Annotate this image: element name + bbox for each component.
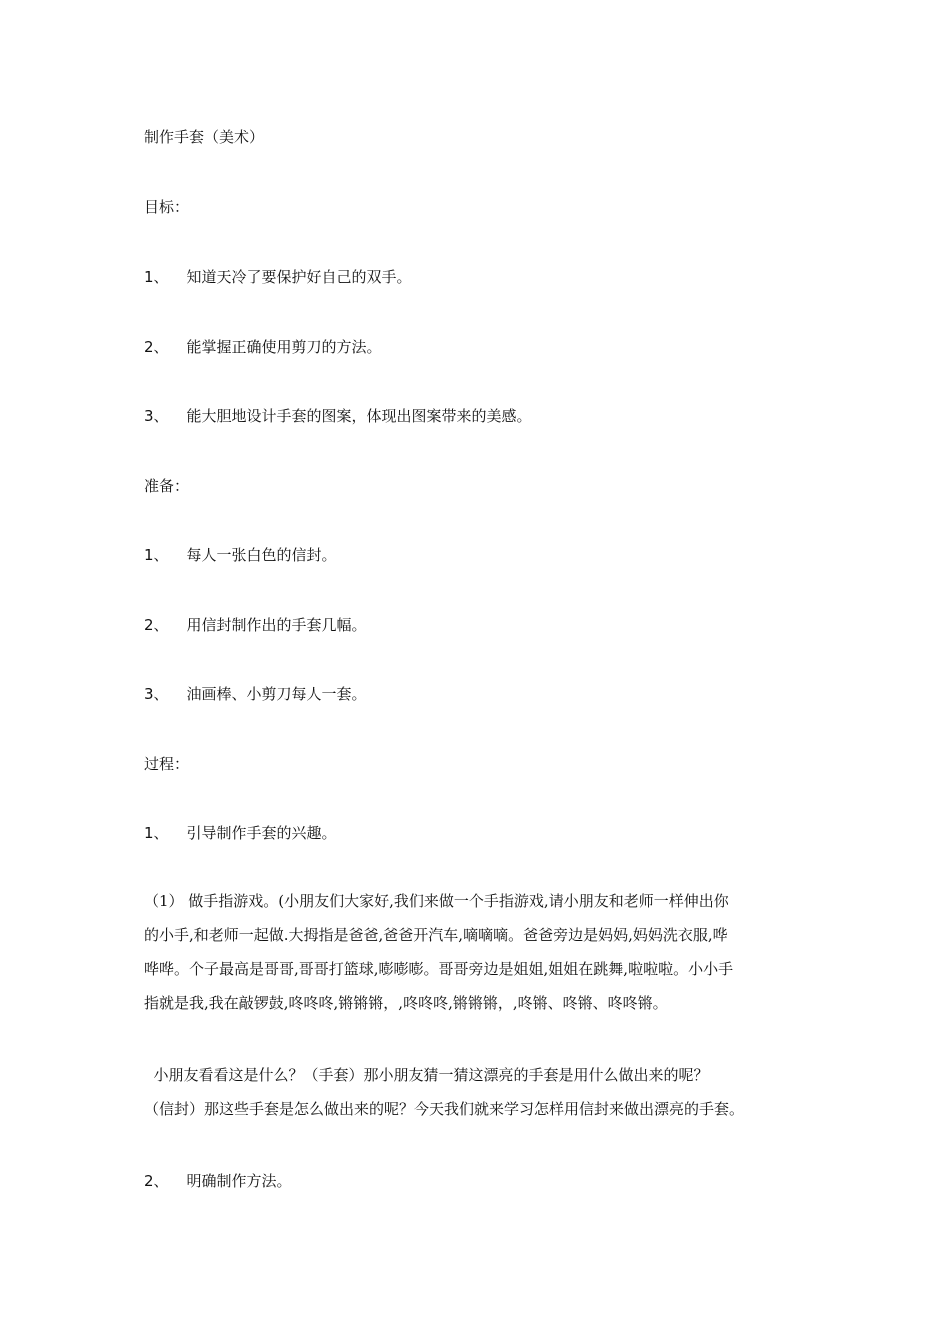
- step-number: 1、: [144, 824, 169, 842]
- paragraph-line: 指就是我,我在敲锣鼓,咚咚咚,锵锵锵，,咚咚咚,锵锵锵，,咚锵、咚锵、咚咚锵。: [144, 994, 668, 1012]
- prep-heading: 准备：: [144, 477, 190, 495]
- process-step: [144, 1171, 292, 1191]
- step-text: 引导制作手套的兴趣。: [186, 824, 337, 842]
- goal-text: 能大胆地设计手套的图案，体现出图案带来的美感。: [186, 407, 532, 425]
- paragraph-line: 的小手,和老师一起做.大拇指是爸爸,爸爸开汽车,嘀嘀嘀。爸爸旁边是妈妈,妈妈洗衣服,哗: [144, 926, 728, 944]
- step-number: 2、: [144, 1172, 169, 1190]
- paragraph-line: 小朋友看看这是什么？（手套）那小朋友猜一猜这漂亮的手套是用什么做出来的呢？: [144, 1066, 709, 1084]
- goal-text: 能掌握正确使用剪刀的方法。: [186, 338, 382, 356]
- goal-item: [144, 337, 382, 357]
- prep-item: [144, 684, 367, 704]
- prep-text: 每人一张白色的信封。: [186, 546, 337, 564]
- prep-item: [144, 545, 337, 565]
- prep-text: 油画棒、小剪刀每人一套。: [186, 685, 367, 703]
- goal-number: 3、: [144, 407, 169, 425]
- prep-text: 用信封制作出的手套几幅。: [186, 616, 367, 634]
- goal-number: 1、: [144, 268, 169, 286]
- prep-number: 2、: [144, 616, 169, 634]
- question-paragraph: [144, 1058, 824, 1126]
- prep-item: [144, 615, 367, 635]
- goal-item: [144, 406, 532, 426]
- goal-item: [144, 267, 412, 287]
- prep-number: 3、: [144, 685, 169, 703]
- document-title: 制作手套（美术）: [144, 128, 265, 146]
- goal-text: 知道天冷了要保护好自己的双手。: [186, 268, 412, 286]
- paragraph-line: （信封）那这些手套是怎么做出来的呢？今天我们就来学习怎样用信封来做出漂亮的手套。: [144, 1100, 745, 1118]
- goal-number: 2、: [144, 338, 169, 356]
- paragraph-line: （1） 做手指游戏。(小朋友们大家好,我们来做一个手指游戏,请小朋友和老师一样伸出你: [144, 892, 729, 910]
- goals-heading: 目标：: [144, 198, 190, 216]
- process-heading: 过程：: [144, 755, 190, 773]
- prep-number: 1、: [144, 546, 169, 564]
- step-text: 明确制作方法。: [186, 1172, 292, 1190]
- paragraph-line: 哗哗。个子最高是哥哥,哥哥打篮球,嘭嘭嘭。哥哥旁边是姐姐,姐姐在跳舞,啦啦啦。小小手: [144, 960, 734, 978]
- finger-game-paragraph: [144, 884, 824, 1020]
- process-step: [144, 823, 337, 843]
